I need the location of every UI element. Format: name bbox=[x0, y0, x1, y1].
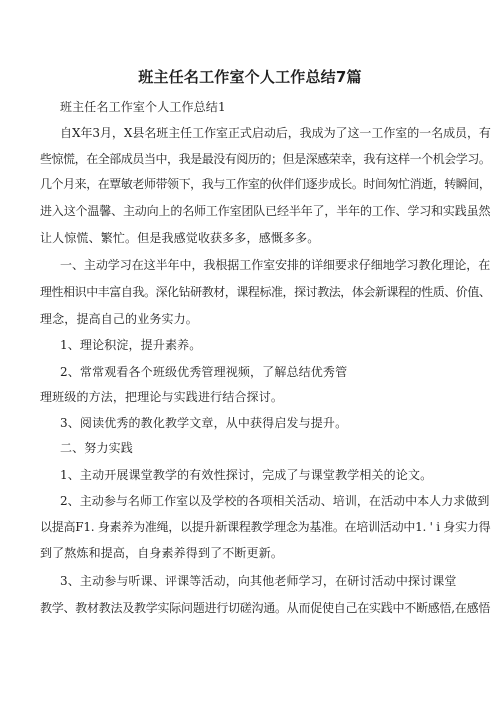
list-item: 1、理论积淀，提升素养。 bbox=[60, 338, 202, 352]
paragraph-line: 理念，提高自己的业务实力。 bbox=[40, 312, 198, 326]
paragraph-line: 自X年3月，X县名班主任工作室正式启动后，我成为了这一工作室的一名成员，有 bbox=[60, 126, 491, 140]
list-item: 3、阅读优秀的教化教学文章，从中获得启发与提升。 bbox=[60, 416, 348, 430]
paragraph-line: 到了熬炼和提高，自身素养得到了不断更新。 bbox=[40, 546, 284, 560]
list-item: 2、常常观看各个班级优秀管理视频，了解总结优秀管 bbox=[60, 365, 348, 379]
list-item: 3、主动参与听课、评课等活动，向其他老师学习，在研讨活动中探讨课堂 bbox=[60, 574, 457, 588]
paragraph-line: 理性相识中丰富自我。深化钻研教材，课程标准，探讨教法，体会新课程的性质、价值、 bbox=[40, 285, 491, 299]
document-subtitle: 班主任名工作室个人工作总结1 bbox=[60, 100, 226, 114]
paragraph-line: 理班级的方法，把理论与实践进行结合探讨。 bbox=[40, 390, 284, 404]
paragraph-line: 几个月来，在覃敏老师带领下，我与工作室的伙伴们逐步成长。时间匆忙消逝，转瞬间， bbox=[40, 177, 491, 191]
paragraph-line: 让人惊慌、繁忙。但是我感觉收获多多，感慨多多。 bbox=[40, 231, 320, 245]
document-title: 班主任名工作室个人工作总结7篇 bbox=[138, 68, 362, 86]
paragraph-line: 些惊慌，在全部成员当中，我是最没有阅历的；但是深感荣幸，我有这样一个机会学习。 bbox=[40, 152, 491, 166]
section-heading: 二、努力实践 bbox=[60, 441, 133, 455]
paragraph-line: 教学、教材教法及教学实际问题进行切磋沟通。从而促使自己在实践中不断感悟,在感悟 bbox=[40, 601, 491, 615]
paragraph-line: 一、主动学习在这半年中，我根据工作室安排的详细要求仔细地学习教化理论，在 bbox=[60, 258, 491, 272]
list-item: 1、主动开展课堂教学的有效性探讨，完成了与课堂教学相关的论文。 bbox=[60, 468, 433, 482]
list-item: 2、主动参与名师工作室以及学校的各项相关活动、培训，在活动中本人力求做到 bbox=[60, 494, 490, 508]
paragraph-line: 进入这个温馨、主动向上的名师工作室团队已经半年了，半年的工作、学习和实践虽然 bbox=[40, 204, 491, 218]
paragraph-line: 以提高F1. 身素养为准绳，以提升新课程教学理念为基准。在培训活动中1. ' i 身实力得 bbox=[40, 520, 491, 534]
